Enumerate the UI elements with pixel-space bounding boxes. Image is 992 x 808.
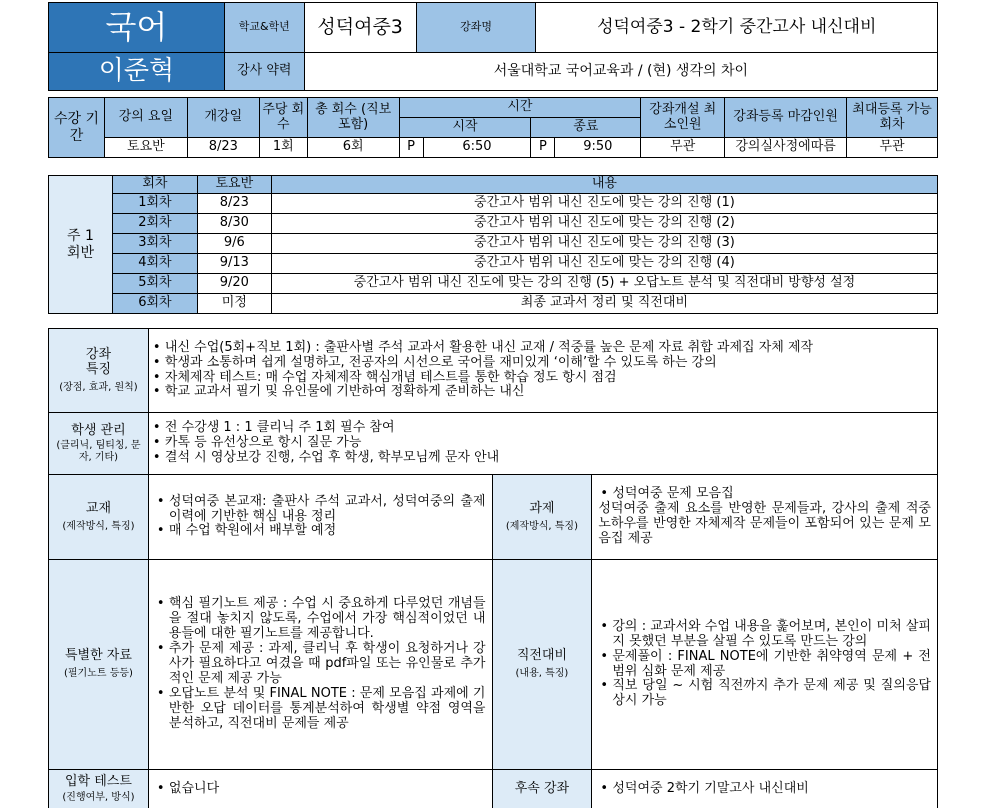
table-row [49, 214, 938, 234]
h-start-date: 개강일 [187, 98, 259, 138]
period-table [48, 97, 938, 158]
textbook-label: 교재 [85, 500, 112, 516]
deadline-value: 강의실사정에따름 [725, 138, 847, 158]
list-item: • 내신 수업(5회+직보 1회) : 출판사별 주석 교과서 활용한 내신 교재 / 적중률 높은 문제 자료 취합 과제집 자체 제작 [151, 341, 935, 356]
homework-label: 과제 [529, 500, 555, 516]
list-item: • 매 수업 학원에서 배부할 예정 [155, 524, 486, 539]
date-cell: 미정 [197, 294, 271, 314]
date-cell: 9/20 [197, 274, 271, 294]
school-value: 성덕여중3 [304, 3, 416, 53]
list-item: • 전 수강생 1 : 1 클리닉 주 1회 필수 참여 [151, 421, 935, 436]
list-item: • 학생과 소통하며 쉽게 설명하고, 전공자의 시선으로 국어를 재미있게 ‘이해’할 수 있도록 하는 강의 [151, 356, 935, 371]
list-item: • 학교 교과서 필기 및 유인물에 기반하여 정확하게 준비하는 내신 [151, 385, 935, 400]
h-min: 강좌개설 최소인원 [641, 98, 725, 138]
entry-cell [148, 770, 492, 808]
special-label: 특별한 자료 [64, 648, 132, 664]
date-cell: 8/23 [197, 194, 271, 214]
schedule-label: 주 1회반 [49, 176, 113, 314]
features-cell [148, 329, 937, 413]
content-cell: 최종 교과서 정리 및 직전대비 [271, 294, 937, 314]
content-cell: 중간고사 범위 내신 진도에 맞는 강의 진행 (1) [271, 194, 937, 214]
list-item: • 카톡 등 유선상으로 항시 질문 가능 [151, 436, 935, 451]
features-label: 강좌 특징 [85, 346, 112, 377]
date-cell: 9/13 [197, 254, 271, 274]
h-time-start: 시작 [399, 118, 531, 138]
table-row [49, 294, 938, 314]
end-time: 9:50 [555, 138, 641, 158]
session-cell: 2회차 [112, 214, 197, 234]
h-time: 시간 [399, 98, 641, 118]
list-item: • 핵심 필기노트 제공 : 수업 시 중요하게 다루었던 개념들을 절대 놓치지 않도록, 수업에서 가장 핵심적이었던 내용들에 대한 필기노트를 제공합니다. [155, 597, 486, 642]
subject-title: 국어 [49, 3, 225, 53]
homework-label-cell [492, 475, 592, 560]
list-item: • 없습니다 [155, 782, 486, 797]
list-item: • 오답노트 분석 및 FINAL NOTE : 문제 모음집 과제에 기반한 오답 데이터를 통계분석하여 학생별 약점 영역을 분석하고, 직전대비 문제들 제공 [155, 687, 486, 732]
start-ampm: P [399, 138, 423, 158]
table-row [49, 234, 938, 254]
mgmt-label-cell [49, 413, 149, 475]
homework-cell [592, 475, 938, 560]
details-table [48, 328, 938, 808]
h-day: 강의 요일 [104, 98, 187, 138]
table-row [49, 254, 938, 274]
total-value: 6회 [307, 138, 399, 158]
homework-text: 성덕여중 출제 요소를 반영한 문제들과, 강사의 출제 적중 노하우를 반영한 자체제작 문제들이 포함되어 있는 문제 모음집 제공 [598, 501, 931, 546]
list-item: • 직보 당일 ~ 시험 직전까지 추가 문제 제공 및 질의응답 상시 가능 [598, 679, 931, 709]
prep-cell [592, 560, 938, 770]
teacher-name: 이준혁 [49, 53, 225, 91]
session-cell: 3회차 [112, 234, 197, 254]
prep-label-cell [492, 560, 592, 770]
follow-cell [592, 770, 938, 808]
list-item: • 문제풀이 : FINAL NOTE에 기반한 취약영역 문제 + 전 범위 심화 문제 제공 [598, 650, 931, 680]
textbook-sub: (제작방식, 특징) [62, 520, 135, 532]
table-row [49, 274, 938, 294]
mgmt-cell [148, 413, 937, 475]
content-cell: 중간고사 범위 내신 진도에 맞는 강의 진행 (4) [271, 254, 937, 274]
date-cell: 8/30 [197, 214, 271, 234]
start-time: 6:50 [423, 138, 531, 158]
special-label-cell [49, 560, 149, 770]
school-label: 학교&학년 [224, 3, 304, 53]
schedule-table [48, 175, 938, 314]
profile-value: 서울대학교 국어교육과 / (현) 생각의 차이 [304, 53, 937, 91]
table-row [49, 194, 938, 214]
header-table [48, 2, 938, 91]
weekly-value: 1회 [259, 138, 307, 158]
h-total: 총 회수 (직보포함) [307, 98, 399, 138]
entry-label-cell [49, 770, 149, 808]
start-date-value: 8/23 [187, 138, 259, 158]
prep-sub: (내용, 특징) [515, 668, 569, 680]
features-sub: (장점, 효과, 원칙) [59, 381, 138, 393]
h-content: 내용 [271, 176, 937, 194]
course-value: 성덕여중3 - 2학기 중간고사 내신대비 [536, 3, 938, 53]
min-value: 무관 [641, 138, 725, 158]
list-item: • 결석 시 영상보강 진행, 수업 후 학생, 학부모님께 문자 안내 [151, 451, 935, 466]
mgmt-sub: (클리닉, 팀티칭, 문자, 기타) [56, 440, 141, 463]
follow-label: 후속 강좌 [492, 770, 592, 808]
mgmt-label: 학생 관리 [71, 422, 126, 438]
day-value: 토요반 [104, 138, 187, 158]
entry-sub: (진행여부, 방식) [62, 792, 135, 804]
special-cell [148, 560, 492, 770]
course-label: 강좌명 [416, 3, 536, 53]
session-cell: 4회차 [112, 254, 197, 274]
textbook-cell [148, 475, 492, 560]
h-sched-day: 토요반 [197, 176, 271, 194]
h-time-end: 종료 [531, 118, 641, 138]
profile-label: 강사 약력 [224, 53, 304, 91]
list-item: • 추가 문제 제공 : 과제, 클리닉 후 학생이 요청하거나 강사가 필요하다고 여겼을 때 pdf파일 또는 유인물로 추가적인 문제 제공 가능 [155, 642, 486, 687]
h-max: 최대등록 가능회차 [847, 98, 938, 138]
date-cell: 9/6 [197, 234, 271, 254]
session-cell: 6회차 [112, 294, 197, 314]
end-ampm: P [531, 138, 555, 158]
h-deadline: 강좌등록 마감인원 [725, 98, 847, 138]
content-cell: 중간고사 범위 내신 진도에 맞는 강의 진행 (3) [271, 234, 937, 254]
session-cell: 1회차 [112, 194, 197, 214]
list-item: • 성덕여중 2학기 기말고사 내신대비 [598, 782, 931, 797]
content-cell: 중간고사 범위 내신 진도에 맞는 강의 진행 (2) [271, 214, 937, 234]
content-cell: 중간고사 범위 내신 진도에 맞는 강의 진행 (5) + 오답노트 분석 및 직전대비 방향성 설정 [271, 274, 937, 294]
homework-sub: (제작방식, 특징) [505, 520, 578, 532]
session-cell: 5회차 [112, 274, 197, 294]
textbook-label-cell [49, 475, 149, 560]
features-label-cell [49, 329, 149, 413]
list-item: • 성덕여중 문제 모음집 [598, 487, 931, 502]
max-value: 무관 [847, 138, 938, 158]
prep-label: 직전대비 [516, 648, 568, 664]
h-session: 회차 [112, 176, 197, 194]
entry-label: 입학 테스트 [64, 774, 132, 790]
list-item: • 강의 : 교과서와 수업 내용을 훑어보며, 본인이 미처 살피지 못했던 부분을 살필 수 있도록 만드는 강의 [598, 620, 931, 650]
h-weekly: 주당 회수 [259, 98, 307, 138]
period-label: 수강 기간 [49, 98, 105, 158]
list-item: • 자체제작 테스트: 매 수업 자체제작 핵심개념 테스트를 통한 학습 정도 항시 점검 [151, 371, 935, 386]
list-item: • 성덕여중 본교재: 출판사 주석 교과서, 성덕여중의 출제 이력에 기반한 핵심 내용 정리 [155, 495, 486, 525]
special-sub: (필기노트 등등) [63, 668, 133, 680]
